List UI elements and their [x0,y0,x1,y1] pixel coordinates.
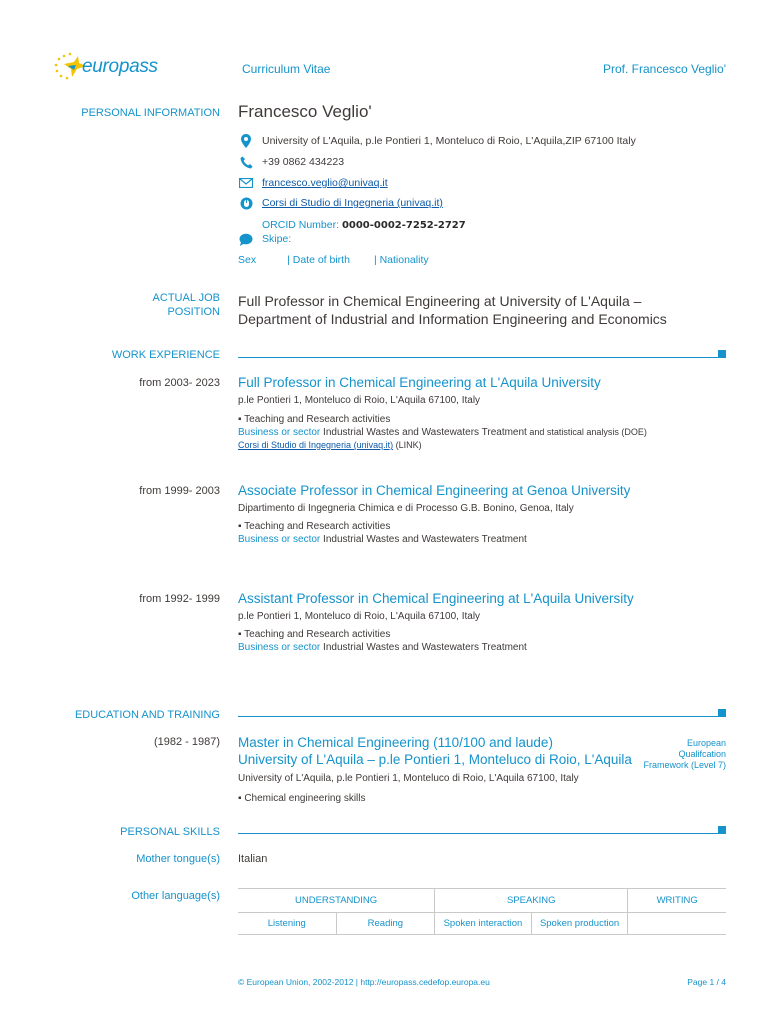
address-row [238,134,636,148]
address-text: University of L'Aquila, p.le Pontieri 1, Monteluco di Roio, L'Aquila,ZIP 67100 Italy [262,135,636,147]
reading-header: Reading [336,913,435,935]
education-place: University of L'Aquila, p.le Pontieri 1, Monteluco di Roio, L'Aquila 67100, Italy [238,773,579,784]
orcid-label: ORCID Number: [262,219,342,231]
actual-job-label-line1: ACTUAL JOB [152,292,220,304]
education-section-marker [718,709,726,717]
skype-row [238,232,291,246]
education-dates: (1982 - 1987) [153,736,220,748]
work-item-1-sector-label: Business or sector [238,427,321,438]
work-item-2-sector [238,534,527,545]
work-item-1-place: p.le Pontieri 1, Monteluco di Roio, L'Aquila 67100, Italy [238,395,481,406]
work-item-3-place: p.le Pontieri 1, Monteluco di Roio, L'Aquila 67100, Italy [238,611,481,622]
personal-details-row [238,254,429,266]
location-pin-icon [238,134,254,148]
writing-subheader [628,913,726,935]
eqf-line2: Qualifcation [678,749,726,759]
work-item-2-dates: from 1999- 2003 [139,485,220,497]
work-section-marker [718,350,726,358]
work-item-3-sector-label: Business or sector [238,642,321,653]
work-item-3-activity: ▪ Teaching and Research activities [238,629,391,640]
eqf-line3: Framework (Level 7) [643,760,726,770]
skype-label: Skipe: [262,233,292,245]
globe-mouse-icon [238,196,254,210]
mother-tongue-value: Italian [238,853,268,865]
other-languages-label: Other language(s) [131,890,220,902]
mother-tongue-label: Mother tongue(s) [136,853,220,865]
education-section-divider [238,716,726,717]
work-section-divider [238,357,726,358]
spoken-production-header: Spoken production [531,913,628,935]
work-item-1-sector-extra: and statistical analysis (DOE) [526,427,647,437]
eqf-level [643,738,726,771]
understanding-header: UNDERSTANDING [238,889,435,913]
listening-header: Listening [238,913,336,935]
education-skill: ▪ Chemical engineering skills [238,793,366,804]
phone-text: +39 0862 434223 [262,156,345,168]
work-item-3-title: Assistant Professor in Chemical Engineering at L'Aquila University [238,591,634,606]
logo-text: europass [82,56,158,77]
education-title-line2: University of L'Aquila – p.le Pontieri 1, Monteluco di Roio, L'Aquila [238,752,632,767]
actual-job-line2: Department of Industrial and Information Engineering and Economics [238,311,667,327]
work-item-3-dates: from 1992- 1999 [139,593,220,605]
language-table-subheader-row [238,913,726,935]
work-item-1-link-suffix: (LINK) [393,440,422,450]
phone-row [238,155,344,169]
language-table [238,888,726,935]
education-label: EDUCATION AND TRAINING [74,709,220,721]
work-item-2-activity: ▪ Teaching and Research activities [238,521,391,532]
person-name: Francesco Veglio' [238,102,372,121]
envelope-icon [238,176,254,190]
work-item-2-sector-label: Business or sector [238,534,321,545]
chat-bubble-icon [238,232,254,246]
orcid-row [262,219,466,231]
language-table-header-row [238,889,726,913]
work-item-1-sector-value: Industrial Wastes and Wastewaters Treatment [320,427,527,438]
writing-header: WRITING [656,895,698,906]
actual-job-label-line2: POSITION [167,306,220,318]
doc-title: Curriculum Vitae [242,62,331,76]
work-item-1-title: Full Professor in Chemical Engineering at L'Aquila University [238,375,601,390]
work-item-1-dates: from 2003- 2023 [139,377,220,389]
work-item-1-link[interactable]: Corsi di Studio di Ingegneria (univaq.it) [238,440,394,450]
spoken-interaction-header: Spoken interaction [435,913,532,935]
europass-logo [52,50,162,84]
work-item-1-link-row [238,440,422,450]
actual-job-position [238,292,667,328]
actual-job-label [153,291,220,319]
footer-copyright: © European Union, 2002-2012 | http://europass.cedefop.europa.eu [238,977,490,987]
personal-info-label: PERSONAL INFORMATION [81,107,220,119]
work-item-2-sector-value: Industrial Wastes and Wastewaters Treatment [320,534,527,545]
website-row [238,196,443,210]
website-link[interactable]: Corsi di Studio di Ingegneria (univaq.it) [262,197,443,209]
work-experience-label: WORK EXPERIENCE [111,349,220,361]
work-item-2-title: Associate Professor in Chemical Engineering at Genoa University [238,483,631,498]
work-item-2-place: Dipartimento di Ingegneria Chimica e di Processo G.B. Bonino, Genoa, Italy [238,503,574,514]
skills-section-marker [718,826,726,834]
email-link[interactable]: francesco.veglio@univaq.it [262,177,388,189]
email-row [238,176,388,190]
header-person-name: Prof. Francesco Veglio' [602,62,726,76]
eqf-line1: European [686,738,726,748]
nationality-label: | Nationality [373,254,429,266]
education-title-line1: Master in Chemical Engineering (110/100 and laude) [238,735,553,750]
work-item-3-sector [238,642,527,653]
skills-section-divider [238,833,726,834]
orcid-value: 0000-0002-7252-2727 [341,220,466,231]
actual-job-line1: Full Professor in Chemical Engineering at University of L'Aquila – [238,293,642,309]
work-item-1-sector [238,427,647,438]
education-title [238,734,632,768]
personal-skills-label: PERSONAL SKILLS [120,826,220,838]
speaking-header: SPEAKING [435,889,628,913]
work-item-1-activity: ▪ Teaching and Research activities [238,414,391,425]
phone-icon [238,155,254,169]
footer-page-number: Page 1 / 4 [687,977,726,987]
work-item-3-sector-value: Industrial Wastes and Wastewaters Treatment [320,642,527,653]
dob-label: | Date of birth [287,254,350,266]
sex-label: Sex [238,254,257,266]
